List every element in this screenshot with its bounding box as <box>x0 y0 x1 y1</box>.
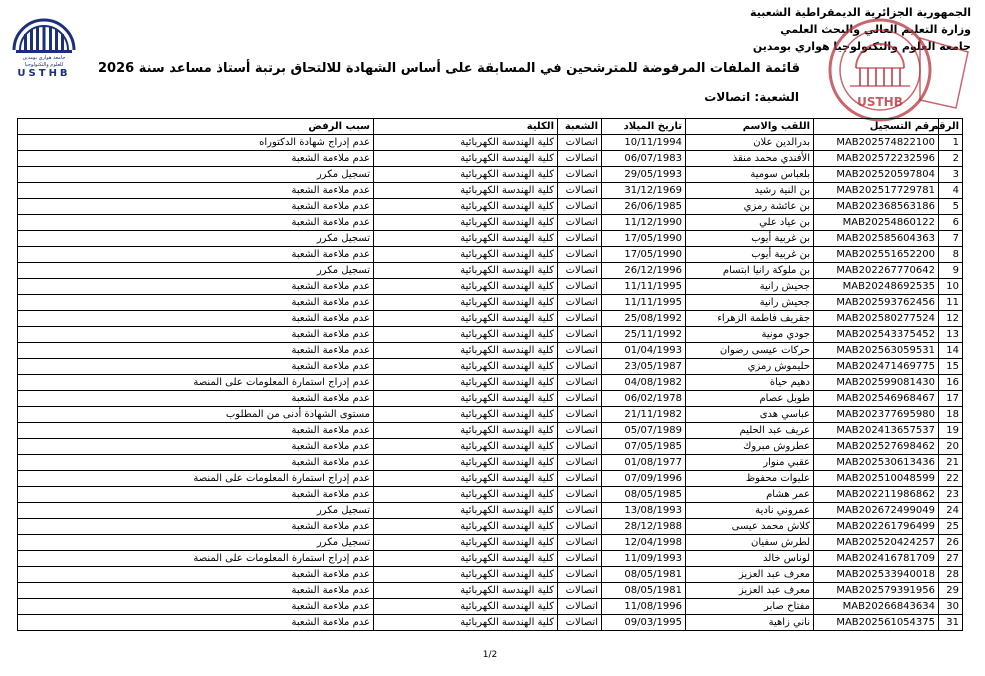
faculty: كلية الهندسة الكهربائية <box>374 343 558 359</box>
candidate-name: عمر هشام <box>686 487 814 503</box>
candidate-name: لطرش سفيان <box>686 535 814 551</box>
table-row <box>18 359 963 375</box>
registration-number: MAB202413657537 <box>814 423 939 439</box>
registration-number: MAB202517729781 <box>814 183 939 199</box>
candidate-name: بن عائشة رمزي <box>686 199 814 215</box>
faculty: كلية الهندسة الكهربائية <box>374 535 558 551</box>
table-row <box>18 183 963 199</box>
branch: اتصالات <box>558 295 602 311</box>
row-number: 13 <box>939 327 963 343</box>
branch: اتصالات <box>558 615 602 631</box>
branch: اتصالات <box>558 311 602 327</box>
table-row <box>18 423 963 439</box>
branch: اتصالات <box>558 471 602 487</box>
table-row <box>18 231 963 247</box>
table-row <box>18 343 963 359</box>
branch: اتصالات <box>558 535 602 551</box>
table-row <box>18 375 963 391</box>
rejection-reason: عدم ملاءمة الشعبة <box>18 455 374 471</box>
rejection-reason: عدم ملاءمة الشعبة <box>18 567 374 583</box>
branch: اتصالات <box>558 583 602 599</box>
registration-number: MAB20248692535 <box>814 279 939 295</box>
rejection-reason: عدم ملاءمة الشعبة <box>18 599 374 615</box>
candidate-name: بدرالدين علان <box>686 135 814 151</box>
birth-date: 04/08/1982 <box>602 375 686 391</box>
row-number: 7 <box>939 231 963 247</box>
rejection-reason: عدم ملاءمة الشعبة <box>18 215 374 231</box>
rejection-reason: تسجيل مكرر <box>18 503 374 519</box>
birth-date: 23/05/1987 <box>602 359 686 375</box>
row-number: 14 <box>939 343 963 359</box>
candidate-name: عمروني نادية <box>686 503 814 519</box>
branch: اتصالات <box>558 263 602 279</box>
table-row <box>18 135 963 151</box>
registration-number: MAB202561054375 <box>814 615 939 631</box>
registration-number: MAB202572232596 <box>814 151 939 167</box>
faculty: كلية الهندسة الكهربائية <box>374 567 558 583</box>
col-header-faculty: الكلية <box>374 119 558 135</box>
candidate-name: كلاش محمد عيسى <box>686 519 814 535</box>
birth-date: 11/12/1990 <box>602 215 686 231</box>
candidate-name: عطروش مبروك <box>686 439 814 455</box>
candidate-name: بلعباس سومية <box>686 167 814 183</box>
header-republic: الجمهورية الجزائرية الديمقراطية الشعبية <box>750 6 971 19</box>
registration-number: MAB202580277524 <box>814 311 939 327</box>
logo-acronym: USTHB <box>17 68 71 79</box>
registration-number: MAB20254860122 <box>814 215 939 231</box>
faculty: كلية الهندسة الكهربائية <box>374 231 558 247</box>
row-number: 2 <box>939 151 963 167</box>
branch: اتصالات <box>558 167 602 183</box>
row-number: 26 <box>939 535 963 551</box>
registration-number: MAB202510048599 <box>814 471 939 487</box>
table-row <box>18 599 963 615</box>
branch: اتصالات <box>558 375 602 391</box>
rejection-reason: عدم ملاءمة الشعبة <box>18 423 374 439</box>
birth-date: 17/05/1990 <box>602 231 686 247</box>
birth-date: 11/11/1995 <box>602 295 686 311</box>
row-number: 25 <box>939 519 963 535</box>
birth-date: 09/03/1995 <box>602 615 686 631</box>
candidate-name: بن النية رشيد <box>686 183 814 199</box>
table-row <box>18 439 963 455</box>
branch: اتصالات <box>558 599 602 615</box>
row-number: 20 <box>939 439 963 455</box>
row-number: 23 <box>939 487 963 503</box>
table-row <box>18 615 963 631</box>
faculty: كلية الهندسة الكهربائية <box>374 199 558 215</box>
candidate-name: جقريف فاطمة الزهراء <box>686 311 814 327</box>
university-logo-icon <box>8 12 80 56</box>
row-number: 3 <box>939 167 963 183</box>
faculty: كلية الهندسة الكهربائية <box>374 455 558 471</box>
table-row <box>18 391 963 407</box>
candidate-name: بن غربية أيوب <box>686 247 814 263</box>
rejection-reason: عدم ملاءمة الشعبة <box>18 311 374 327</box>
registration-number: MAB202551652200 <box>814 247 939 263</box>
candidate-name: حركات عيسى رضوان <box>686 343 814 359</box>
birth-date: 21/11/1982 <box>602 407 686 423</box>
logo-text-arabic-sub: للعلوم والتكنولوجيا <box>24 62 64 68</box>
birth-date: 10/11/1994 <box>602 135 686 151</box>
faculty: كلية الهندسة الكهربائية <box>374 599 558 615</box>
rejection-reason: عدم إدراج استمارة المعلومات على المنصة <box>18 471 374 487</box>
rejection-reason: عدم ملاءمة الشعبة <box>18 359 374 375</box>
table-row <box>18 487 963 503</box>
branch: اتصالات <box>558 135 602 151</box>
table-row <box>18 551 963 567</box>
birth-date: 28/12/1988 <box>602 519 686 535</box>
faculty: كلية الهندسة الكهربائية <box>374 615 558 631</box>
header-university: جامعة العلوم والتكنولوجيا هواري بومدين <box>752 40 971 53</box>
candidate-name: دهيم حياة <box>686 375 814 391</box>
branch: اتصالات <box>558 439 602 455</box>
row-number: 15 <box>939 359 963 375</box>
candidate-name: عريف عبد الحليم <box>686 423 814 439</box>
branch: اتصالات <box>558 551 602 567</box>
rejection-reason: عدم ملاءمة الشعبة <box>18 247 374 263</box>
birth-date: 06/02/1978 <box>602 391 686 407</box>
candidate-name: معرف عبد العزيز <box>686 567 814 583</box>
table-row <box>18 199 963 215</box>
table-row <box>18 471 963 487</box>
branch: اتصالات <box>558 279 602 295</box>
row-number: 16 <box>939 375 963 391</box>
row-number: 29 <box>939 583 963 599</box>
row-number: 22 <box>939 471 963 487</box>
registration-number: MAB202416781709 <box>814 551 939 567</box>
table-row <box>18 167 963 183</box>
row-number: 17 <box>939 391 963 407</box>
branch: اتصالات <box>558 231 602 247</box>
candidate-name: لوناس خالد <box>686 551 814 567</box>
birth-date: 13/08/1993 <box>602 503 686 519</box>
faculty: كلية الهندسة الكهربائية <box>374 263 558 279</box>
registration-number: MAB202574822100 <box>814 135 939 151</box>
candidate-name: جحيش رانية <box>686 279 814 295</box>
birth-date: 07/05/1985 <box>602 439 686 455</box>
birth-date: 25/08/1992 <box>602 311 686 327</box>
registration-number: MAB202261796499 <box>814 519 939 535</box>
branch: اتصالات <box>558 359 602 375</box>
branch: اتصالات <box>558 151 602 167</box>
faculty: كلية الهندسة الكهربائية <box>374 167 558 183</box>
speciality-line: الشعبة: اتصالات <box>704 90 799 104</box>
rejection-reason: عدم ملاءمة الشعبة <box>18 279 374 295</box>
registration-number: MAB202211986862 <box>814 487 939 503</box>
row-number: 9 <box>939 263 963 279</box>
rejection-reason: تسجيل مكرر <box>18 167 374 183</box>
row-number: 30 <box>939 599 963 615</box>
candidate-name: معرف عبد العزيز <box>686 583 814 599</box>
registration-number: MAB202546968467 <box>814 391 939 407</box>
branch: اتصالات <box>558 487 602 503</box>
logo-text-arabic: جامعة هواري بومدين <box>22 55 66 61</box>
rejection-reason: تسجيل مكرر <box>18 231 374 247</box>
stamp-text: USTHB <box>857 95 903 109</box>
row-number: 5 <box>939 199 963 215</box>
rejection-reason: تسجيل مكرر <box>18 535 374 551</box>
faculty: كلية الهندسة الكهربائية <box>374 135 558 151</box>
branch: اتصالات <box>558 199 602 215</box>
candidate-name: بن ملوكة رانيا ابتسام <box>686 263 814 279</box>
rejection-reason: عدم ملاءمة الشعبة <box>18 151 374 167</box>
row-number: 6 <box>939 215 963 231</box>
registration-number: MAB202543375452 <box>814 327 939 343</box>
row-number: 10 <box>939 279 963 295</box>
branch: اتصالات <box>558 247 602 263</box>
branch: اتصالات <box>558 215 602 231</box>
rejection-reason: تسجيل مكرر <box>18 263 374 279</box>
table-row <box>18 263 963 279</box>
table-row <box>18 279 963 295</box>
birth-date: 31/12/1969 <box>602 183 686 199</box>
branch: اتصالات <box>558 567 602 583</box>
birth-date: 26/06/1985 <box>602 199 686 215</box>
registration-number: MAB202593762456 <box>814 295 939 311</box>
table-row <box>18 215 963 231</box>
rejection-reason: عدم ملاءمة الشعبة <box>18 199 374 215</box>
table-row <box>18 295 963 311</box>
row-number: 8 <box>939 247 963 263</box>
faculty: كلية الهندسة الكهربائية <box>374 423 558 439</box>
registration-number: MAB202520597804 <box>814 167 939 183</box>
birth-date: 25/11/1992 <box>602 327 686 343</box>
rejection-reason: عدم ملاءمة الشعبة <box>18 439 374 455</box>
birth-date: 07/09/1996 <box>602 471 686 487</box>
rejection-reason: عدم ملاءمة الشعبة <box>18 183 374 199</box>
page-number: 1/2 <box>482 650 498 660</box>
table-row <box>18 583 963 599</box>
registration-number: MAB202530613436 <box>814 455 939 471</box>
branch: اتصالات <box>558 519 602 535</box>
branch: اتصالات <box>558 455 602 471</box>
branch: اتصالات <box>558 423 602 439</box>
faculty: كلية الهندسة الكهربائية <box>374 407 558 423</box>
row-number: 19 <box>939 423 963 439</box>
birth-date: 11/11/1995 <box>602 279 686 295</box>
birth-date: 06/07/1983 <box>602 151 686 167</box>
rejection-reason: عدم ملاءمة الشعبة <box>18 327 374 343</box>
registration-number: MAB202599081430 <box>814 375 939 391</box>
rejection-reason: عدم ملاءمة الشعبة <box>18 583 374 599</box>
birth-date: 11/08/1996 <box>602 599 686 615</box>
table-row <box>18 503 963 519</box>
candidate-name: عقبي منوار <box>686 455 814 471</box>
col-header-branch: الشعبة <box>558 119 602 135</box>
registration-number: MAB202585604363 <box>814 231 939 247</box>
birth-date: 11/09/1993 <box>602 551 686 567</box>
faculty: كلية الهندسة الكهربائية <box>374 471 558 487</box>
registration-number: MAB202527698462 <box>814 439 939 455</box>
registration-number: MAB202471469775 <box>814 359 939 375</box>
rejection-reason: عدم ملاءمة الشعبة <box>18 487 374 503</box>
table-row <box>18 567 963 583</box>
candidate-name: عليوات محفوظ <box>686 471 814 487</box>
row-number: 24 <box>939 503 963 519</box>
birth-date: 08/05/1985 <box>602 487 686 503</box>
faculty: كلية الهندسة الكهربائية <box>374 391 558 407</box>
row-number: 4 <box>939 183 963 199</box>
faculty: كلية الهندسة الكهربائية <box>374 359 558 375</box>
candidate-name: مفتاح صابر <box>686 599 814 615</box>
row-number: 28 <box>939 567 963 583</box>
birth-date: 01/08/1977 <box>602 455 686 471</box>
row-number: 18 <box>939 407 963 423</box>
birth-date: 26/12/1996 <box>602 263 686 279</box>
registration-number: MAB202377695980 <box>814 407 939 423</box>
birth-date: 05/07/1989 <box>602 423 686 439</box>
candidate-name: طوبل عصام <box>686 391 814 407</box>
rejection-reason: عدم ملاءمة الشعبة <box>18 295 374 311</box>
rejection-reason: عدم ملاءمة الشعبة <box>18 519 374 535</box>
faculty: كلية الهندسة الكهربائية <box>374 279 558 295</box>
rejected-files-table <box>17 118 963 631</box>
row-number: 31 <box>939 615 963 631</box>
row-number: 1 <box>939 135 963 151</box>
faculty: كلية الهندسة الكهربائية <box>374 551 558 567</box>
header-ministry: وزارة التعليم العالي والبحث العلمي <box>780 23 971 36</box>
faculty: كلية الهندسة الكهربائية <box>374 519 558 535</box>
birth-date: 29/05/1993 <box>602 167 686 183</box>
candidate-name: بن غربية أيوب <box>686 231 814 247</box>
birth-date: 12/04/1998 <box>602 535 686 551</box>
candidate-name: الأفندي محمد منقذ <box>686 151 814 167</box>
rejection-reason: عدم إدراج استمارة المعلومات على المنصة <box>18 551 374 567</box>
faculty: كلية الهندسة الكهربائية <box>374 375 558 391</box>
registration-number: MAB202368563186 <box>814 199 939 215</box>
registration-number: MAB202579391956 <box>814 583 939 599</box>
col-header-birthdate: تاريخ الميلاد <box>602 119 686 135</box>
faculty: كلية الهندسة الكهربائية <box>374 583 558 599</box>
row-number: 21 <box>939 455 963 471</box>
candidate-name: ناني زاهية <box>686 615 814 631</box>
branch: اتصالات <box>558 407 602 423</box>
row-number: 12 <box>939 311 963 327</box>
col-header-name: اللقب والاسم <box>686 119 814 135</box>
faculty: كلية الهندسة الكهربائية <box>374 247 558 263</box>
col-header-number: الرقم <box>939 119 963 135</box>
rejection-reason: عدم ملاءمة الشعبة <box>18 343 374 359</box>
birth-date: 01/04/1993 <box>602 343 686 359</box>
registration-number: MAB202672499049 <box>814 503 939 519</box>
registration-number: MAB202520424257 <box>814 535 939 551</box>
faculty: كلية الهندسة الكهربائية <box>374 151 558 167</box>
registration-number: MAB202533940018 <box>814 567 939 583</box>
branch: اتصالات <box>558 391 602 407</box>
candidate-name: عباسي هدى <box>686 407 814 423</box>
birth-date: 17/05/1990 <box>602 247 686 263</box>
table-row <box>18 407 963 423</box>
rejection-reason: مستوى الشهادة أدنى من المطلوب <box>18 407 374 423</box>
table-header-row <box>18 119 963 135</box>
rejection-reason: عدم ملاءمة الشعبة <box>18 615 374 631</box>
table-row <box>18 151 963 167</box>
faculty: كلية الهندسة الكهربائية <box>374 311 558 327</box>
registration-number: MAB202267770642 <box>814 263 939 279</box>
faculty: كلية الهندسة الكهربائية <box>374 439 558 455</box>
table-row <box>18 311 963 327</box>
table-row <box>18 247 963 263</box>
branch: اتصالات <box>558 183 602 199</box>
col-header-reason: سبب الرفض <box>18 119 374 135</box>
table-row <box>18 535 963 551</box>
registration-number: MAB202563059531 <box>814 343 939 359</box>
branch: اتصالات <box>558 343 602 359</box>
faculty: كلية الهندسة الكهربائية <box>374 183 558 199</box>
faculty: كلية الهندسة الكهربائية <box>374 487 558 503</box>
branch: اتصالات <box>558 503 602 519</box>
faculty: كلية الهندسة الكهربائية <box>374 327 558 343</box>
university-logo <box>8 12 80 78</box>
row-number: 27 <box>939 551 963 567</box>
rejection-reason: عدم إدراج شهادة الدكتوراه <box>18 135 374 151</box>
rejection-reason: عدم إدراج استمارة المعلومات على المنصة <box>18 375 374 391</box>
candidate-name: بن عياد علي <box>686 215 814 231</box>
birth-date: 08/05/1981 <box>602 567 686 583</box>
table-row <box>18 455 963 471</box>
col-header-registration: رقم التسجيل <box>814 119 939 135</box>
rejection-reason: عدم ملاءمة الشعبة <box>18 391 374 407</box>
candidate-name: جحيش رانية <box>686 295 814 311</box>
branch: اتصالات <box>558 327 602 343</box>
faculty: كلية الهندسة الكهربائية <box>374 503 558 519</box>
faculty: كلية الهندسة الكهربائية <box>374 215 558 231</box>
birth-date: 08/05/1981 <box>602 583 686 599</box>
document-title: قائمة الملفات المرفوضة للمترشحين في المسابقة على أساس الشهادة للالتحاق برتبة أستاذ مساعد سنة 2026 <box>98 61 800 76</box>
table-row <box>18 519 963 535</box>
candidate-name: جودي مونية <box>686 327 814 343</box>
candidate-name: حليموش رمزي <box>686 359 814 375</box>
row-number: 11 <box>939 295 963 311</box>
registration-number: MAB20266843634 <box>814 599 939 615</box>
table-row <box>18 327 963 343</box>
faculty: كلية الهندسة الكهربائية <box>374 295 558 311</box>
